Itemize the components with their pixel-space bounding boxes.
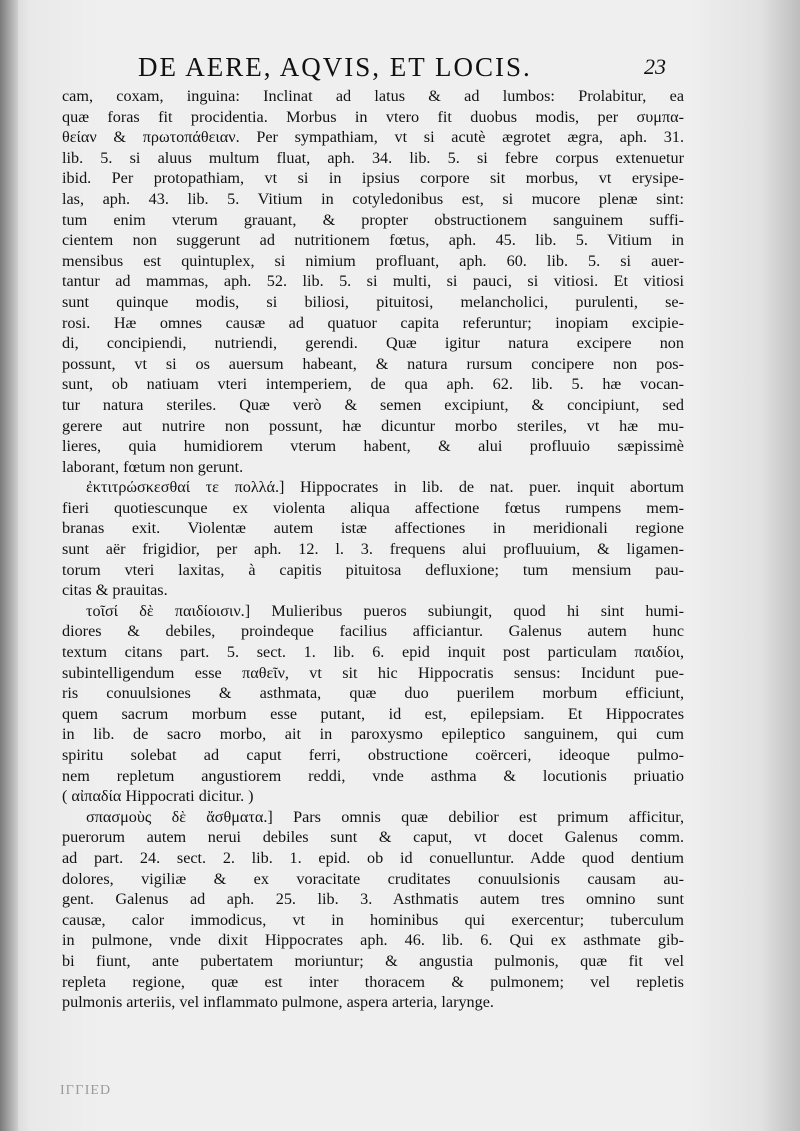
text-line: ad part. 24. sect. 2. lib. 1. epid. ob id conuelluntur. Adde quod dentium [62, 848, 684, 867]
text-line: rosi. Hæ omnes causæ ad quatuor capita referuntur; inopiam excipie- [62, 313, 684, 332]
text-line: gerere aut nutrire non possunt, hæ dicuntur morbo steriles, vt hæ mu- [62, 416, 684, 435]
text-line: cientem non suggerunt ad nutritionem fœtus, aph. 45. lib. 5. Vitium in [62, 231, 684, 250]
text-line: ris conuulsiones & asthmata, quæ duo puerilem morbum efficiunt, [62, 684, 684, 703]
text-line: fieri quotiescunque ex violenta aliqua affectione fœtus rumpens mem- [62, 498, 684, 517]
text-line: tantur ad mammas, aph. 52. lib. 5. si multi, si pauci, si vitiosi. Et vitiosi [62, 272, 684, 291]
text-line: cam, coxam, inguina: Inclinat ad latus & ad lumbos: Prolabitur, ea [62, 87, 684, 105]
text-line: dolores, vigiliæ & ex voracitate cruditates conuulsionis causam au- [62, 869, 684, 888]
text-line: laborant, fœtum non gerunt. [62, 457, 244, 476]
text-line: nem repletum angustiorem reddi, vnde asthma & locutionis priuatio [62, 766, 684, 785]
body-text [62, 86, 684, 1013]
text-line: tur natura steriles. Quæ verò & semen excipiunt, & concipiunt, sed [62, 395, 684, 414]
text-line: in lib. de sacro morbo, ait in paroxysmo epileptico sanguinem, qui cum [62, 725, 684, 744]
text-line: quem sacrum morbum esse putant, id est, epilepsiam. Et Hippocrates [62, 704, 684, 723]
page-gutter [0, 0, 18, 1131]
text-line: ibid. Per protopathiam, vt si in ipsius corpore sit morbus, vt erysipe- [62, 169, 684, 188]
page-number: 23 [644, 54, 666, 79]
text-line: repleta regione, quæ est inter thoracem & pulmonem; vel repletis [62, 972, 684, 991]
text-line: τοῖσί δὲ παιδίοισιν.] Mulieribus pueros subiungit, quod hi sint humi- [86, 601, 684, 620]
text-line: bi fiunt, ante pubertatem moriuntur; & angustia pulmonis, quæ fit vel [62, 951, 684, 970]
text-line: possunt, vt si os auersum habeant, & natura rursum concipere non pos- [62, 354, 684, 373]
text-line: mensibus est quintuplex, si nimium profluant, aph. 60. lib. 5. si auer- [62, 251, 684, 270]
text-line: gent. Galenus ad aph. 25. lib. 3. Asthmatis autem tres omnino sunt [62, 890, 684, 909]
text-line: subintelligendum esse παθεῖν, vt sit hic Hippocratis sensus: Incidunt pue- [62, 663, 684, 682]
text-line: ἐκτιτρώσκεσθαί τε πολλά.] Hippocrates in lib. de nat. puer. inquit abortum [86, 478, 684, 497]
text-line: sunt quinque modis, si biliosi, pituitosi, melancholici, purulenti, se- [62, 292, 684, 311]
text-line: in pulmone, vnde dixit Hippocrates aph. 46. lib. 6. Qui ex asthmate gib- [62, 931, 684, 950]
text-line: puerorum autem nerui debiles sunt & caput, vt docet Galenus comm. [62, 828, 684, 847]
text-line: quæ foras fit procidentia. Morbus in vtero fit duobus modis, per συμπα- [62, 107, 684, 126]
text-line: di, concipiendi, nutriendi, gerendi. Quæ igitur natura excipere non [62, 334, 684, 353]
text-line: θείαν & πρωτοπάθειαν. Per sympathiam, vt si acutè ægrotet ægra, aph. 31. [62, 128, 684, 147]
text-line: lieres, quia humidiorem vterum habent, & alui profluuio sæpissimè [62, 437, 684, 456]
text-line: diores & debiles, proindeque facilius afficiantur. Galenus autem hunc [62, 622, 684, 641]
text-line: branas exit. Violentæ autem istæ affectiones in meridionali regione [62, 519, 684, 538]
text-line: lib. 5. si aluus multum fluat, aph. 34. lib. 5. si febre corpus extenuetur [62, 148, 684, 167]
show-through-text: ILLIED [60, 1081, 112, 1096]
text-line: causæ, calor immodicus, vt in hominibus qui exercentur; tuberculum [62, 910, 684, 929]
running-title: DE AERE, AQVIS, ET LOCIS. [138, 52, 532, 82]
text-line: sunt aër frigidior, per aph. 12. l. 3. frequens alui profluuium, & ligamen- [62, 540, 684, 559]
text-line: citas & prauitas. [62, 581, 168, 600]
text-line: σπασμοὺς δὲ ἄσθματα.] Pars omnis quæ debilior est primum afficitur, [86, 807, 684, 826]
text-line: las, aph. 43. lib. 5. Vitium in cotyledonibus est, si mucore plenæ sint: [62, 189, 684, 208]
text-line: ( αἰπαδία Hippocrati dicitur. ) [62, 787, 254, 806]
text-line: textum citans part. 5. sect. 1. lib. 6. epid inquit post particulam παιδίοι, [62, 643, 684, 662]
text-line: spiritu solebat ad caput ferri, obstructione coërceri, ideoque pulmo- [62, 746, 684, 764]
text-line: tum enim vterum grauant, & propter obstructionem sanguinem suffi- [62, 210, 684, 229]
text-line: torum vteri laxitas, à capitis pituitosa defluxione; tum mensium pau- [62, 560, 684, 579]
text-line: pulmonis arteriis, vel inflammato pulmone, aspera arteria, larynge. [62, 993, 494, 1012]
text-line: sunt, ob natiuam vteri intemperiem, de qua aph. 62. lib. 5. hæ vocan- [62, 375, 684, 394]
